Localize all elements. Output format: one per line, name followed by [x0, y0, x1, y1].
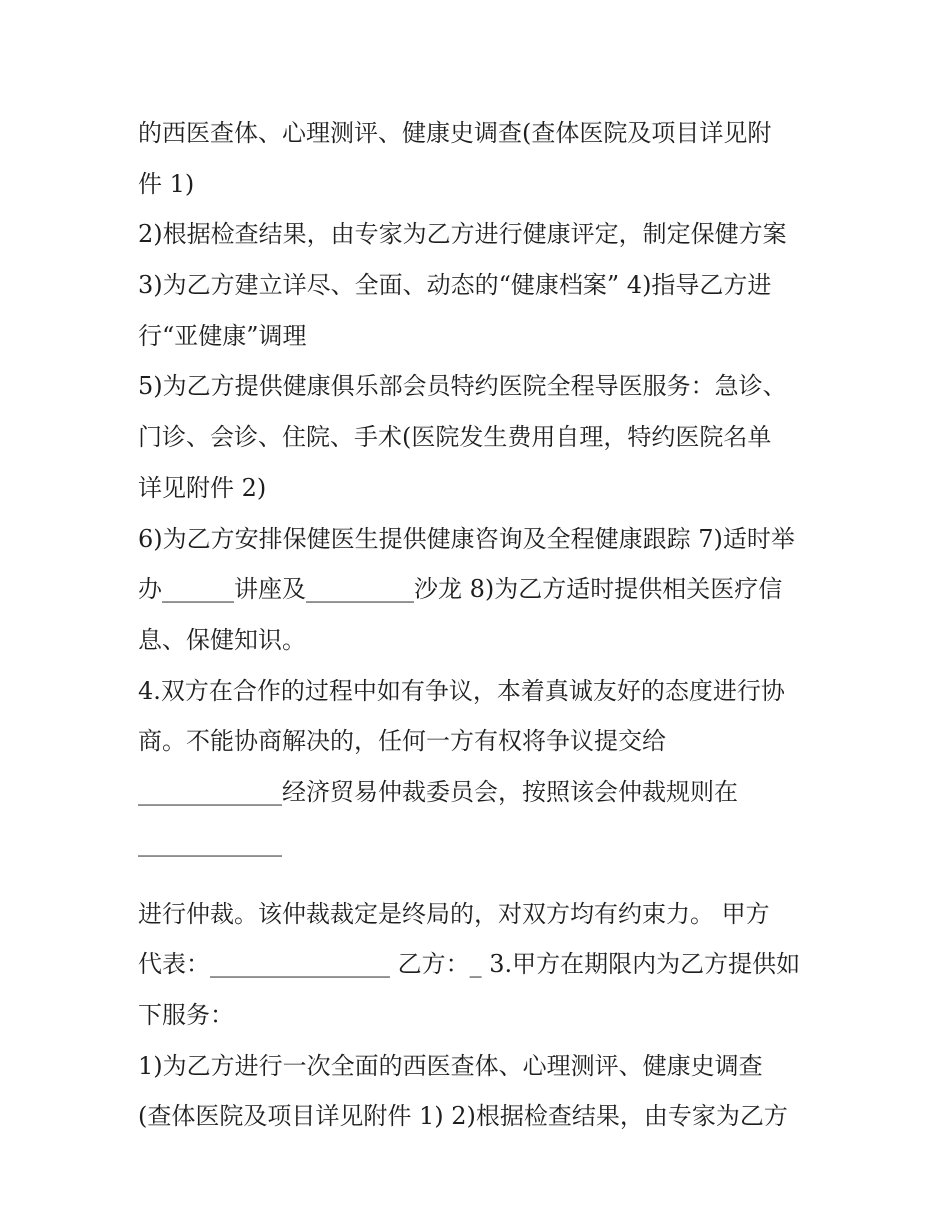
text-line: 的西医查体、心理测评、健康史调查(查体医院及项目详见附 — [138, 119, 772, 147]
text-line: (查体医院及项目详见附件 1) 2)根据检查结果，由专家为乙方 — [138, 1102, 788, 1131]
text-line: 商。不能协商解决的，任何一方有权将争议提交给 — [138, 727, 666, 756]
text-line: 详见附件 2) — [138, 473, 267, 502]
text-line: ____________经济贸易仲裁委员会，按照该会仲裁规则在 — [138, 777, 738, 806]
text-line: 代表：_______________ 乙方：_ 3.甲方在期限内为乙方提供如 — [138, 950, 801, 979]
text-line: 办______讲座及_________沙龙 8)为乙方适时提供相关医疗信 — [138, 575, 783, 604]
text-line: 4.双方在合作的过程中如有争议，本着真诚友好的态度进行协 — [138, 676, 785, 705]
text-line: 2)根据检查结果，由专家为乙方进行健康评定，制定保健方案 — [138, 220, 787, 249]
text-line: 息、保健知识。 — [138, 625, 306, 654]
text-line: 5)为乙方提供健康俱乐部会员特约医院全程导医服务：急诊、 — [138, 372, 787, 401]
document-body — [138, 108, 818, 1142]
text-line: 3)为乙方建立详尽、全面、动态的“健康档案” 4)指导乙方进 — [138, 271, 772, 300]
text-line: 件 1) — [138, 169, 195, 198]
text-line: ____________ — [138, 828, 282, 857]
text-line: 下服务： — [138, 1001, 234, 1029]
text-line: 门诊、会诊、住院、手术(医院发生费用自理，特约医院名单 — [138, 423, 772, 452]
text-line: 行“亚健康”调理 — [138, 321, 307, 350]
text-line: 进行仲裁。该仲裁裁定是终局的，对双方均有约束力。 甲方 — [138, 899, 770, 928]
text-line: 1)为乙方进行一次全面的西医查体、心理测评、健康史调查 — [138, 1051, 763, 1080]
text-line: 6)为乙方安排保健医生提供健康咨询及全程健康跟踪 7)适时举 — [138, 524, 795, 553]
